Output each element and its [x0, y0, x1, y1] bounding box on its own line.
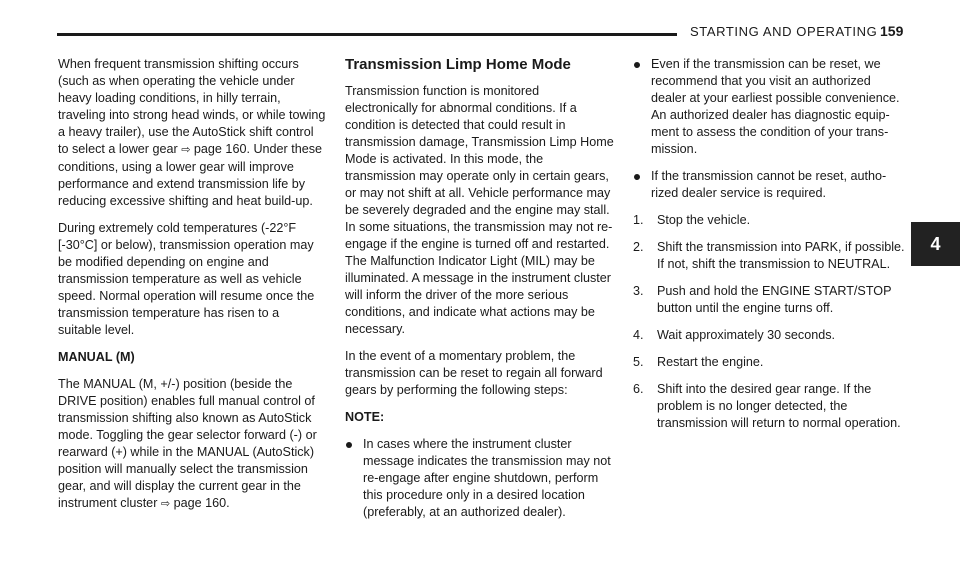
paragraph-cold-temperatures: During extremely cold temperatures (-22°F [-30°C] or below), transmission operation may be modified depending on engine and transmission temperature as well as vehicle speed. Normal operation will resume once the transmission temperature has risen to a suitable level.: [58, 221, 315, 337]
step-number: 6.: [633, 382, 644, 396]
page-reference-link[interactable]: page 160: [193, 142, 247, 156]
step-item: [633, 354, 905, 371]
page-reference-link[interactable]: page 160: [173, 496, 227, 510]
column-right: [633, 56, 905, 442]
page-ref-arrow-icon: ⇨: [181, 144, 191, 156]
step-text: Stop the vehicle.: [657, 213, 751, 227]
step-number: 1.: [633, 213, 644, 227]
running-header-title: STARTING AND OPERATING: [690, 24, 878, 39]
step-number: 3.: [633, 284, 644, 298]
step-item: [633, 381, 905, 432]
step-text: Shift into the desired gear range. If the problem is no longer detected, the transmission will return to normal operation.: [657, 382, 901, 430]
step-item: [633, 283, 905, 317]
column-left: [58, 56, 326, 523]
section-heading-limp-home: Transmission Limp Home Mode: [345, 56, 571, 73]
paragraph-limp-home-description: Transmission function is monitored electronically for abnormal conditions. If a condition is detected that could result in transmission damage, Transmission Limp Home Mode is activated. In this mode, the transmission may operate only in certain gears, or may not shift at all. Vehicle performance may be severely degraded and the engine may stall. In some situations, the transmission may not re-engage if the engine is turned off and restarted. The Malfunction Indicator Light (MIL) may be illuminated. A message in the instrument cluster will inform the driver of the more serious conditions, and indicate what actions may be necessary.: [345, 84, 614, 336]
step-number: 5.: [633, 355, 644, 369]
list-item: Even if the transmission can be reset, we recommend that you visit an authorized dealer at your earliest possible convenience. An authorized dealer has diagnostic equip-ment to assess the condition of your trans-mission.: [633, 56, 905, 158]
page-ref-arrow-icon: ⇨: [160, 498, 171, 510]
manual-heading: MANUAL (M): [58, 350, 135, 364]
page-number: 159: [880, 23, 904, 39]
step-item: [633, 239, 905, 273]
list-item: If the transmission cannot be reset, autho-rized dealer service is required.: [633, 168, 905, 202]
step-item: [633, 327, 905, 344]
paragraph-manual-mode: The MANUAL (M, +/-) position (beside the DRIVE position) enables full manual control of transmission shifting also known as AutoStick mode. Toggling the gear selector forward (-) or rearward (+) while in the MANUAL (AutoStick) position will manually select the transmission gear, and will display the current gear in the instrument cluster ⇨ page 160.: [58, 377, 317, 510]
paragraph-lower-gear: When frequent transmission shifting occurs (such as when operating the vehicle under heavy loading conditions, in hilly terrain, traveling into strong head winds, or while towing a heavy trailer), use the AutoStick shift control to select a lower gear ⇨ page 160. Under these conditions, using a lower gear will improve performance and extend transmission life by reducing excessive shifting and heat build-up.: [58, 57, 326, 208]
chapter-tab: 4: [911, 222, 960, 266]
paragraph-reset-intro: In the event of a momentary problem, the transmission can be reset to regain all forward gears by performing the following steps:: [345, 349, 603, 397]
step-text: Wait approximately 30 seconds.: [657, 328, 836, 342]
note-label: NOTE:: [345, 410, 385, 424]
step-text: Shift the transmission into PARK, if possible. If not, shift the transmission to NEUTRAL.: [657, 240, 905, 271]
bullet-icon: [634, 174, 640, 180]
bullet-icon: [346, 442, 352, 448]
step-number: 2.: [633, 240, 644, 254]
step-text: Restart the engine.: [657, 355, 764, 369]
step-item: [633, 212, 905, 229]
step-number: 4.: [633, 328, 644, 342]
header-rule: [57, 33, 677, 36]
bullet-icon: [634, 62, 640, 68]
step-text: Push and hold the ENGINE START/STOP button until the engine turns off.: [657, 284, 892, 315]
list-item: In cases where the instrument cluster message indicates the transmission may not re-engage after engine shutdown, perform this procedure only in a desired location (preferably, at an authorized dealer).: [345, 436, 615, 521]
column-middle: [345, 56, 615, 531]
